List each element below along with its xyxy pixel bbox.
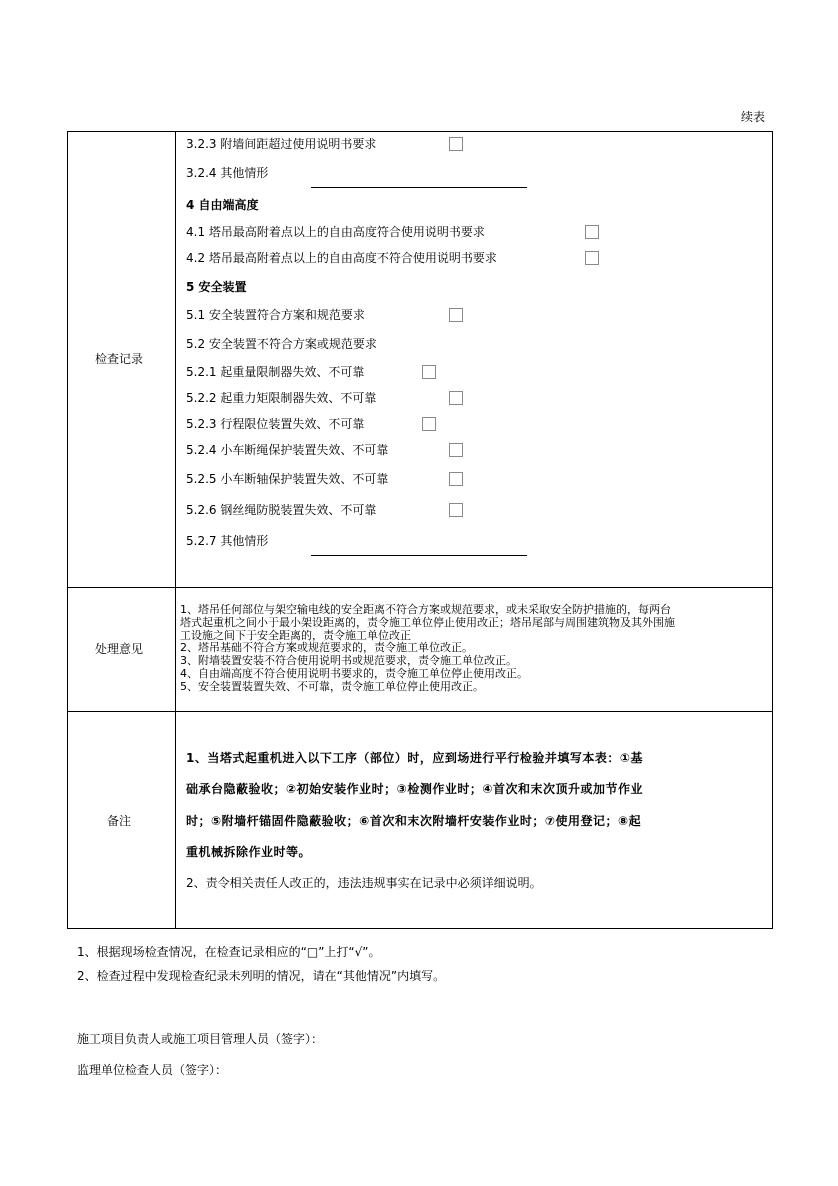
opinion-line: 工设施之间下于安全距离的，责令施工单位改正 [180, 629, 411, 642]
record-item-5-2-3: 5.2.3 行程限位装置失效、不可靠 [186, 417, 365, 431]
table-bottom-border [67, 928, 773, 929]
row-divider-record [67, 587, 773, 588]
continued-label: 续表 [741, 110, 766, 124]
record-item-5-2: 5.2 安全装置不符合方案或规范要求 [186, 337, 377, 351]
column-divider [175, 131, 176, 929]
checkbox-5-1[interactable] [449, 308, 463, 322]
row-divider-opinion [67, 711, 773, 712]
record-item-5-2-5: 5.2.5 小车断轴保护装置失效、不可靠 [186, 472, 389, 486]
table-left-border [67, 131, 68, 929]
opinion-line: 5、安全装置装置失效、不可靠，责令施工单位停止使用改正。 [180, 680, 484, 693]
checkbox-5-2-6[interactable] [449, 503, 463, 517]
checkbox-5-2-3[interactable] [422, 417, 436, 431]
record-item-5-2-2: 5.2.2 起重力矩限制器失效、不可靠 [186, 391, 377, 405]
record-item-5-1: 5.1 安全装置符合方案和规范要求 [186, 308, 365, 322]
table-right-border [772, 131, 773, 929]
remark-line: 1、当塔式起重机进入以下工序（部位）时，应到场进行平行检验并填写本表：①基 [186, 751, 644, 765]
remark-line: 础承台隐蔽验收；②初始安装作业时；③检测作业时；④首次和末次顶升或加节作业 [186, 782, 643, 796]
checkbox-3-2-3[interactable] [449, 137, 463, 151]
opinion-line: 1、塔吊任何部位与架空输电线的安全距离不符合方案或规范要求，或未采取安全防护措施的，每两台 [180, 603, 671, 616]
footnote: 2、检查过程中发现检查纪录未列明的情况，请在“其他情况”内填写。 [77, 969, 446, 983]
record-item-5-2-7: 5.2.7 其他情形 [186, 534, 269, 548]
checkbox-5-2-5[interactable] [449, 472, 463, 486]
record-item-3-2-3: 3.2.3 附墙间距超过使用说明书要求 [186, 137, 377, 151]
signature-supervisor[interactable]: 监理单位检查人员（签字）： [77, 1063, 228, 1077]
record-item-4-2: 4.2 塔吊最高附着点以上的自由高度不符合使用说明书要求 [186, 251, 497, 265]
record-heading-4: 4 自由端高度 [186, 198, 259, 212]
remark-section-label: 备注 [107, 814, 132, 828]
remark-line: 重机械拆除作业时等。 [186, 845, 312, 859]
checkbox-4-1[interactable] [585, 225, 599, 239]
record-item-4-1: 4.1 塔吊最高附着点以上的自由高度符合使用说明书要求 [186, 225, 485, 239]
remark-line: 时；⑤附墙杆锚固件隐蔽验收；⑥首次和末次附墙杆安装作业时；⑦使用登记；⑧起 [186, 814, 642, 828]
opinion-line: 3、附墙装置安装不符合使用说明书或规范要求，责令施工单位改正。 [180, 654, 517, 667]
record-section-label: 检查记录 [95, 352, 144, 366]
footnote: 1、根据现场检查情况，在检查记录相应的“□”上打“√”。 [77, 945, 381, 959]
record-item-5-2-1: 5.2.1 起重量限制器失效、不可靠 [186, 365, 365, 379]
opinion-line: 2、塔吊基础不符合方案或规范要求的，责令施工单位改正。 [180, 641, 473, 654]
fill-line-5-2-7[interactable] [311, 555, 527, 556]
opinion-line: 4、自由端高度不符合使用说明书要求的，责令施工单位停止使用改正。 [180, 667, 528, 680]
table-top-border [67, 131, 773, 132]
record-heading-5: 5 安全装置 [186, 280, 247, 294]
checkbox-5-2-1[interactable] [422, 365, 436, 379]
checkbox-5-2-2[interactable] [449, 391, 463, 405]
remark-line: 2、责令相关责任人改正的，违法违规事实在记录中必须详细说明。 [186, 876, 542, 890]
opinion-section-label: 处理意见 [95, 642, 144, 656]
checkbox-5-2-4[interactable] [449, 443, 463, 457]
checkbox-4-2[interactable] [585, 251, 599, 265]
record-item-5-2-4: 5.2.4 小车断绳保护装置失效、不可靠 [186, 443, 389, 457]
record-item-3-2-4: 3.2.4 其他情形 [186, 166, 269, 180]
record-item-5-2-6: 5.2.6 钢丝绳防脱装置失效、不可靠 [186, 503, 377, 517]
signature-project-manager[interactable]: 施工项目负责人或施工项目管理人员（签字）： [77, 1032, 324, 1046]
fill-line-3-2-4[interactable] [311, 187, 527, 188]
opinion-line: 塔式起重机之间小于最小架设距离的，责令施工单位停止使用改正；塔吊尾部与周围建筑物及其外围施 [180, 616, 675, 629]
